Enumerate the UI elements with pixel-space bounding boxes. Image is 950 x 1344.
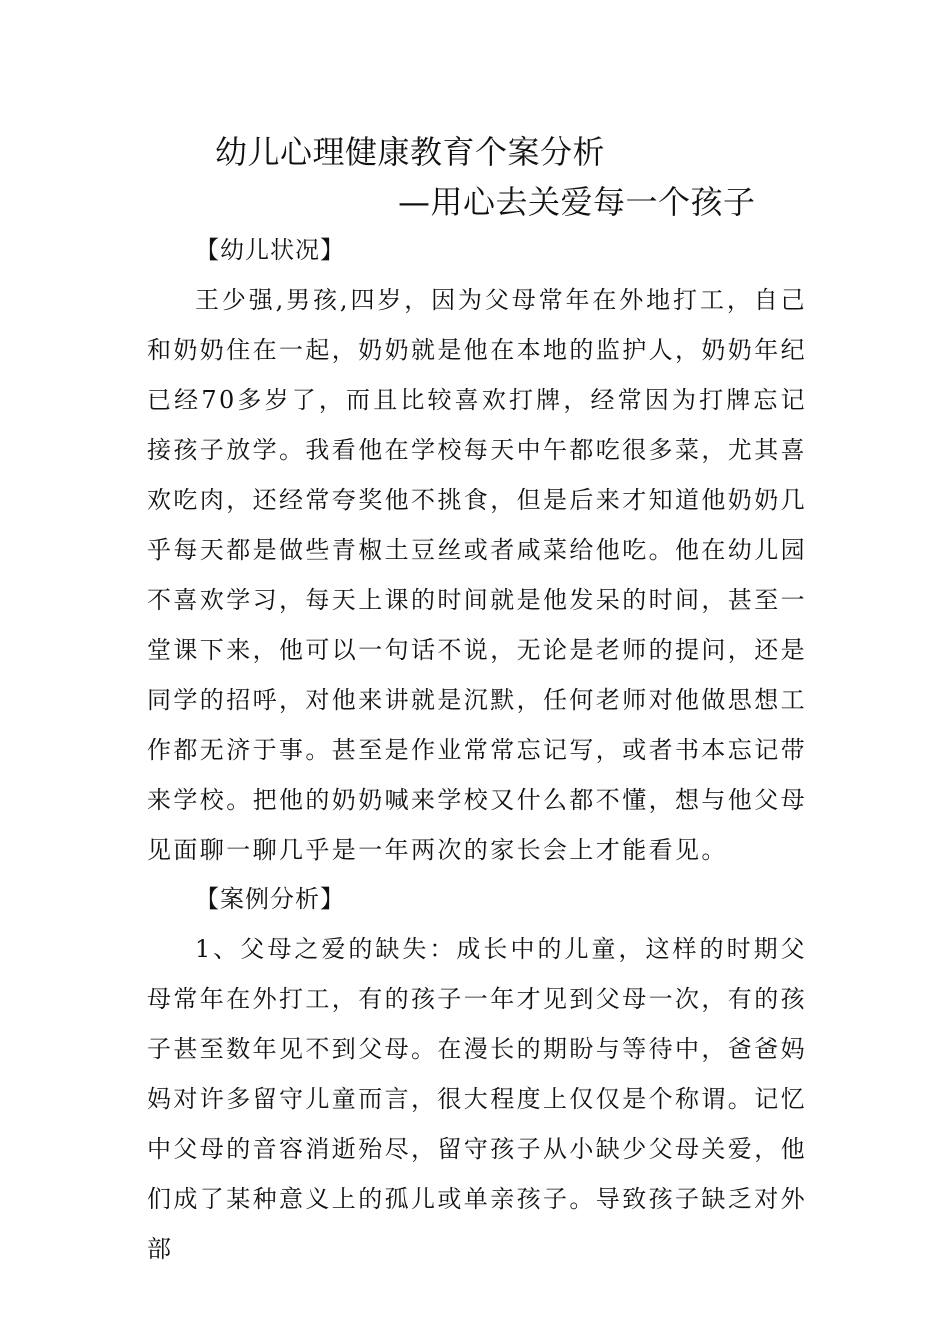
section-body-case-analysis bbox=[147, 924, 807, 1274]
section-body-child-status bbox=[147, 275, 807, 875]
section-heading-child-status: 【幼儿状况】 bbox=[195, 236, 345, 264]
document-title: 幼儿心理健康教育个案分析 bbox=[215, 133, 606, 171]
paragraph-child-status: 王少强,男孩,四岁，因为父母常年在外地打工，自己和奶奶住在一起，奶奶就是他在本地的监护人，奶奶年纪已经70多岁了，而且比较喜欢打牌，经常因为打牌忘记接孩子放学。我看他在学校每天中午都吃很多菜，尤其喜欢吃肉，还经常夸奖他不挑食，但是后来才知道他奶奶几乎每天都是做些青椒土豆丝或者咸菜给他吃。他在幼儿园不喜欢学习，每天上课的时间就是他发呆的时间，甚至一堂课下来，他可以一句话不说，无论是老师的提问，还是同学的招呼，对他来讲就是沉默，任何老师对他做思想工作都无济于事。甚至是作业常常忘记写，或者书本忘记带来学校。把他的奶奶喊来学校又什么都不懂，想与他父母见面聊一聊几乎是一年两次的家长会上才能看见。 bbox=[147, 286, 807, 864]
document-subtitle: —用心去关爱每一个孩子 bbox=[398, 183, 756, 221]
paragraph-case-analysis: 1、父母之爱的缺失：成长中的儿童，这样的时期父母常年在外打工，有的孩子一年才见到父母一次，有的孩子甚至数年见不到父母。在漫长的期盼与等待中，爸爸妈妈对许多留守儿童而言，很大程度上仅仅是个称谓。记忆中父母的音容消逝殆尽，留守孩子从小缺少父母关爱，他们成了某种意义上的孤儿或单亲孩子。导致孩子缺乏对外部 bbox=[147, 935, 807, 1263]
section-heading-case-analysis: 【案例分析】 bbox=[195, 885, 345, 913]
